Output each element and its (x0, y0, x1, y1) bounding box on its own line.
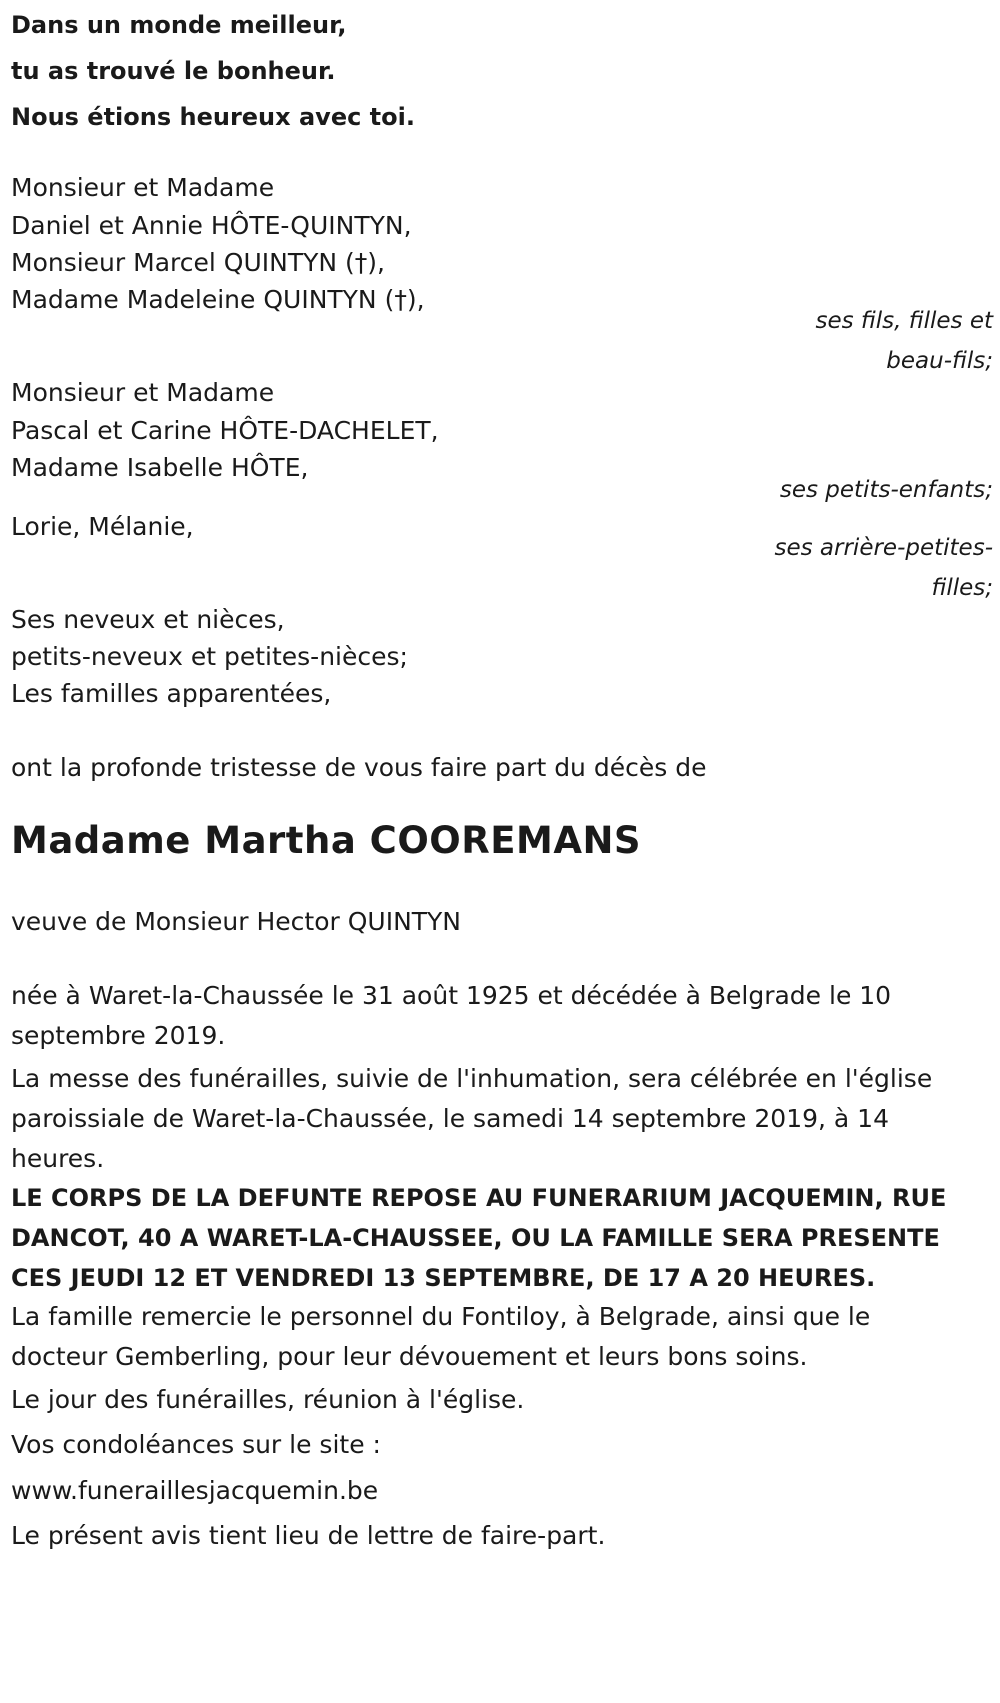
thanks-text: La famille remercie le personnel du Fontiloy, à Belgrade, ainsi que le docteur Gemberling, pour leur dévouement et leurs bons soins. (11, 1302, 871, 1371)
family-line: Madame Isabelle HÔTE, (11, 453, 309, 482)
widow-of-text: veuve de Monsieur Hector QUINTYN (11, 907, 462, 936)
birth-death-text: née à Waret-la-Chaussée le 31 août 1925 et décédée à Belgrade le 10 septembre 2019. (11, 981, 892, 1050)
poem-line-3: Nous étions heureux avec toi. (11, 103, 415, 131)
condolences-label: Vos condoléances sur le site : (11, 1430, 381, 1459)
announcement-text: ont la profonde tristesse de vous faire part du décès de (11, 753, 707, 782)
funeral-mass-text: La messe des funérailles, suivie de l'inhumation, sera célébrée en l'église paroissiale de Waret-la-Chaussée, le samedi 14 septembre 2019, à 14 heures. (11, 1064, 933, 1173)
deceased-name: Madame Martha COOREMANS (11, 819, 642, 862)
family-line: Daniel et Annie HÔTE-QUINTYN, (11, 211, 412, 240)
family-line: Monsieur Marcel QUINTYN (†), (11, 248, 385, 277)
family-line: Pascal et Carine HÔTE-DACHELET, (11, 416, 439, 445)
relationship-label: ses arrière-petites-filles; (774, 535, 993, 601)
relationship-label: ses petits-enfants; (779, 477, 993, 503)
family-line: Ses neveux et nièces, (11, 605, 285, 634)
closing-text: Le présent avis tient lieu de lettre de faire-part. (11, 1521, 606, 1550)
relationship-label: ses fils, filles et beau-fils; (815, 308, 993, 374)
website-link[interactable]: www.funeraillesjacquemin.be (11, 1476, 379, 1505)
family-line: Les familles apparentées, (11, 679, 332, 708)
funerarium-notice: LE CORPS DE LA DEFUNTE REPOSE AU FUNERARIUM JACQUEMIN, RUE DANCOT, 40 A WARET-LA-CHAUSSEE, OU LA FAMILLE SERA PRESENTE CES JEUDI 12 ET VENDREDI 13 SEPTEMBRE, DE 17 A 20 HEURES. (11, 1184, 947, 1292)
family-line: petits-neveux et petites-nièces; (11, 642, 408, 671)
poem-line-1: Dans un monde meilleur, (11, 11, 347, 39)
family-line: Madame Madeleine QUINTYN (†), (11, 285, 425, 314)
poem-line-2: tu as trouvé le bonheur. (11, 57, 336, 85)
reunion-text: Le jour des funérailles, réunion à l'église. (11, 1385, 525, 1414)
family-line: Monsieur et Madame (11, 173, 275, 202)
family-line: Monsieur et Madame (11, 378, 275, 407)
family-line: Lorie, Mélanie, (11, 512, 194, 541)
